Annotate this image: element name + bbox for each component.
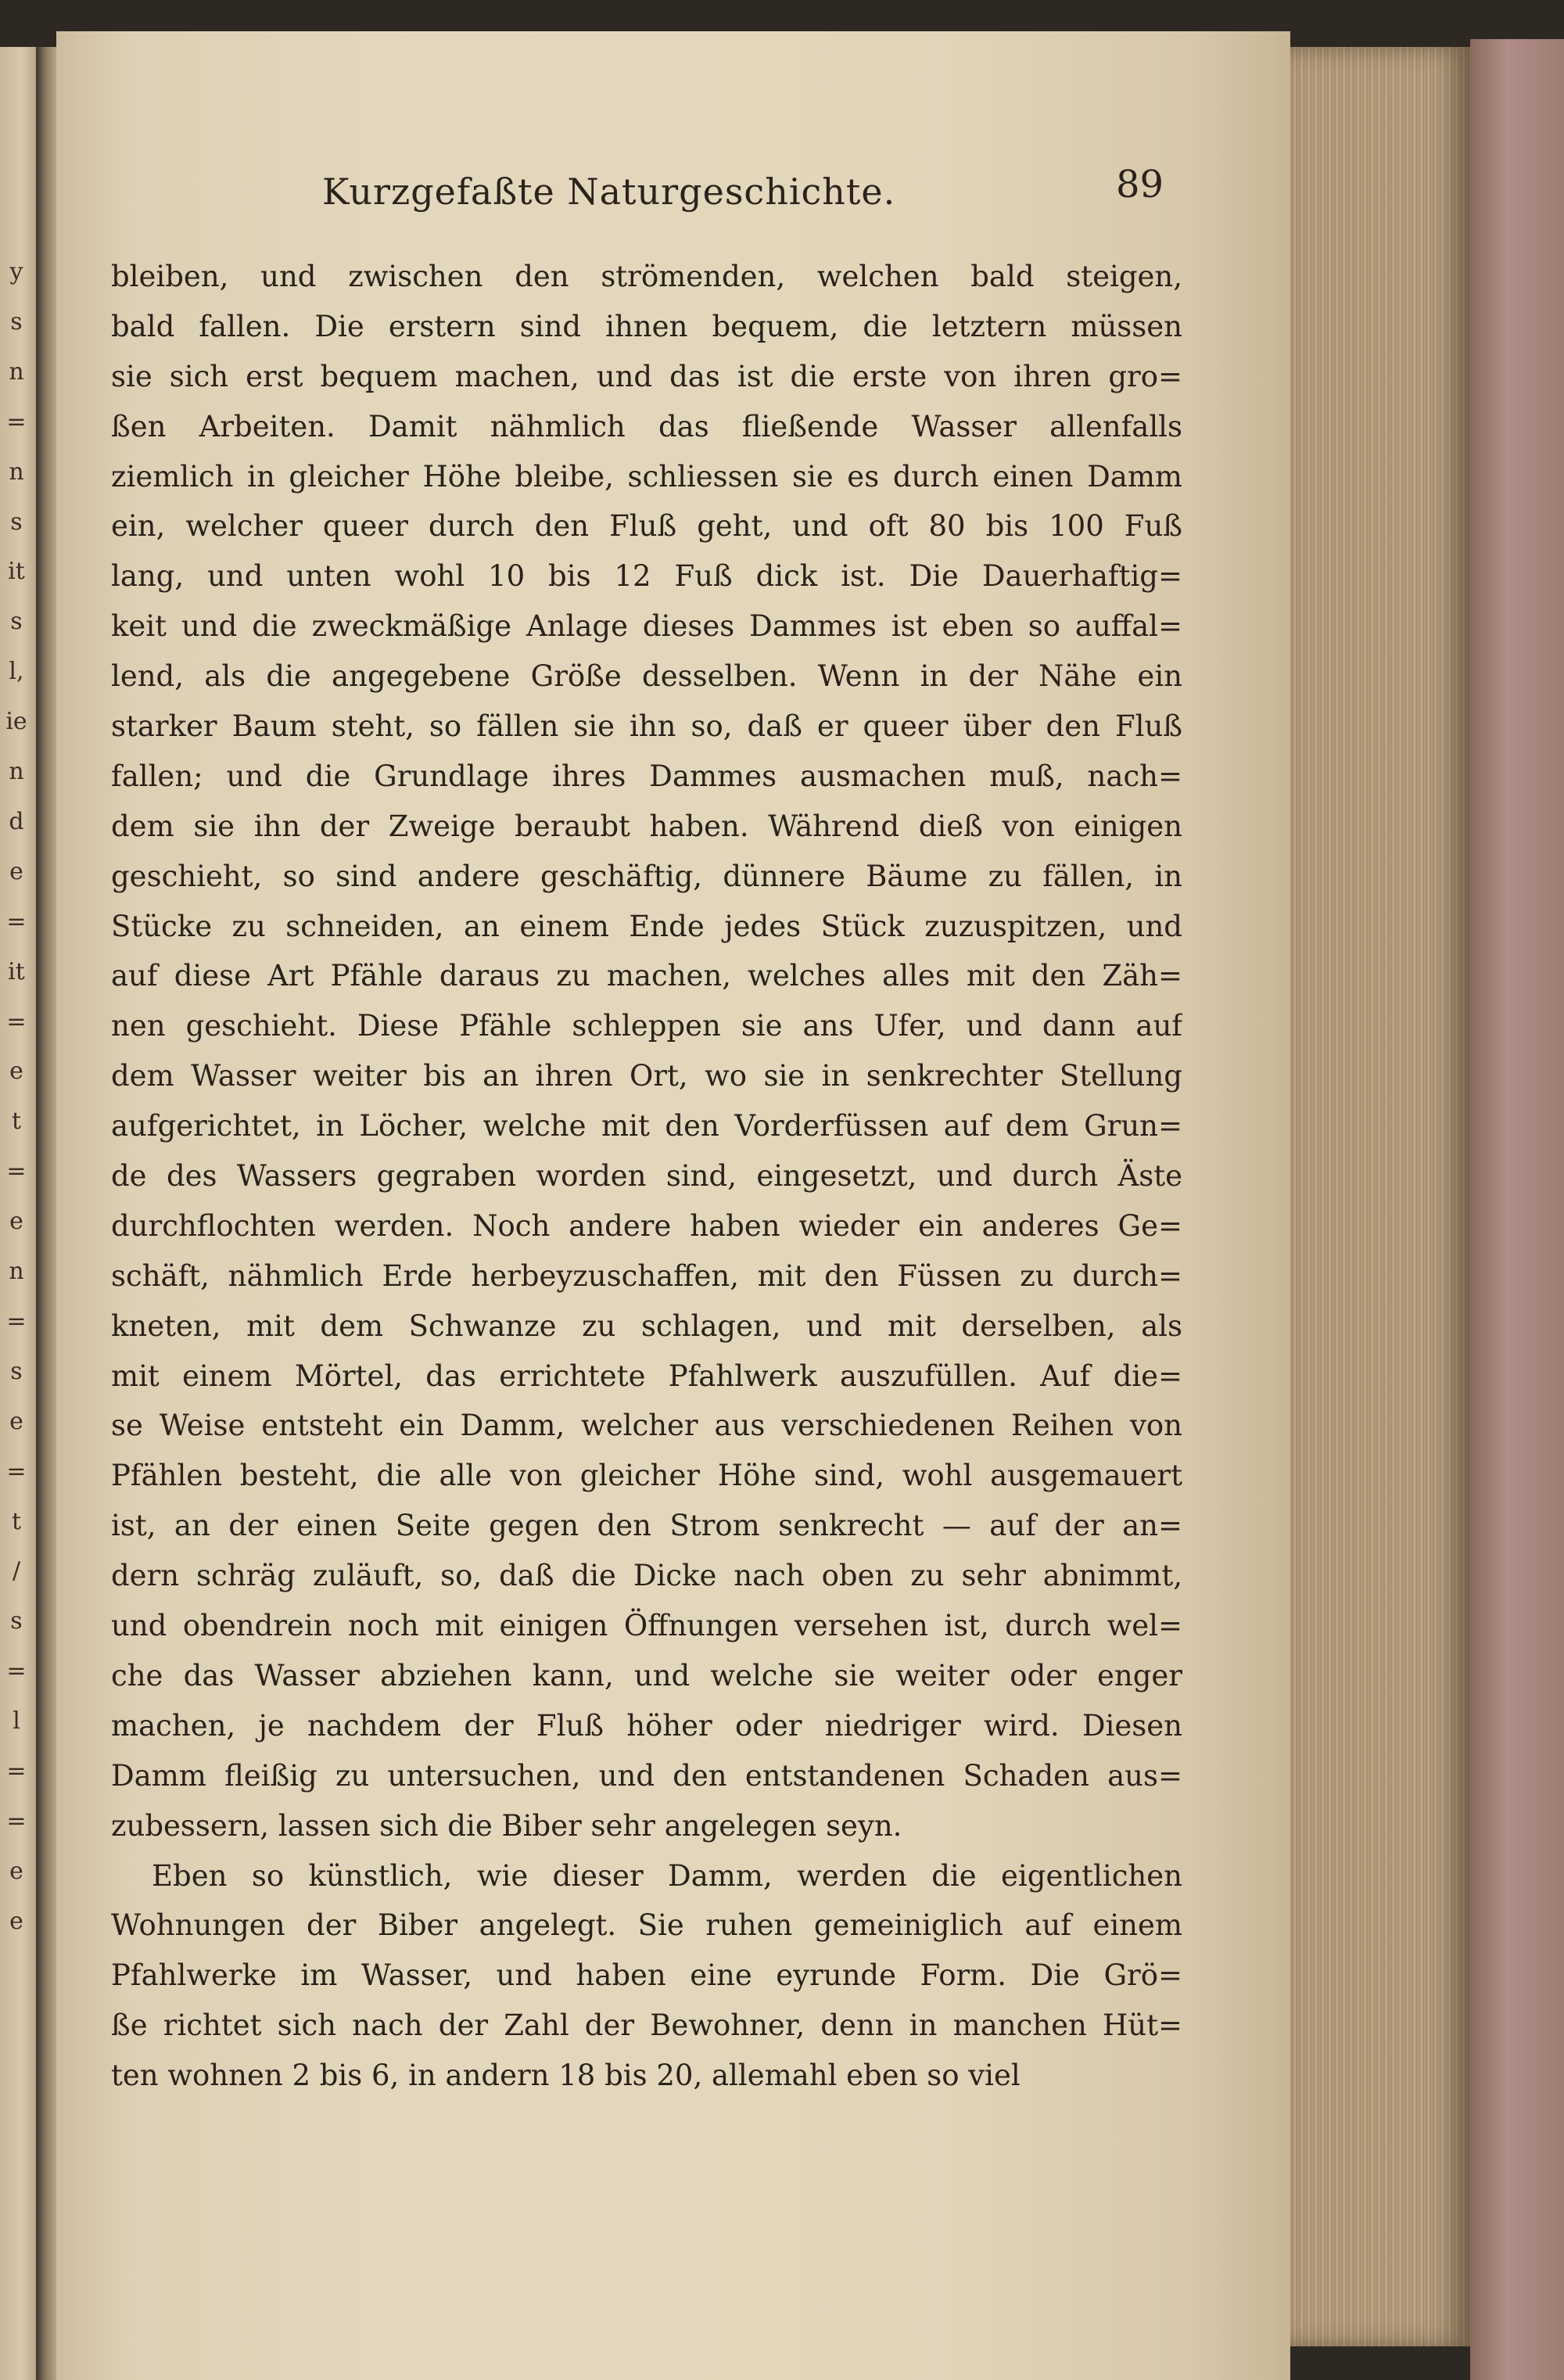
- text-line: aufgerichtet, in Löcher, welche mit den Vorderfüssen auf dem Grun=: [111, 1109, 1182, 1143]
- text-line: schäft, nähmlich Erde herbeyzuschaffen, mit den Füssen zu durch=: [111, 1258, 1182, 1293]
- left-page-fragment: n: [9, 357, 24, 386]
- text-line: sie sich erst bequem machen, und das ist die erste von ihren gro=: [111, 359, 1182, 393]
- left-page-fragment: ie: [5, 708, 27, 736]
- text-line: geschieht, so sind andere geschäftig, dünnere Bäume zu fällen, in: [111, 859, 1182, 893]
- text-line: nen geschieht. Diese Pfähle schleppen sie ans Ufer, und dann auf: [111, 1009, 1182, 1043]
- left-page-fragment: y: [9, 258, 23, 285]
- left-page-fragment: e: [9, 1907, 23, 1935]
- text-line: dem sie ihn der Zweige beraubt haben. Während dieß von einigen: [111, 809, 1182, 843]
- left-page-fragment: =: [6, 1807, 27, 1835]
- text-line: ein, welcher queer durch den Fluß geht, und oft 80 bis 100 Fuß: [111, 509, 1182, 544]
- text-line: bleiben, und zwischen den strömenden, welchen bald steigen,: [111, 260, 1182, 293]
- text-line: Pfahlwerke im Wasser, und haben eine eyrunde Form. Die Grö=: [111, 1958, 1182, 1993]
- left-page-fragment: it: [8, 957, 25, 985]
- left-page-fragment: s: [10, 1607, 23, 1635]
- text-line: mit einem Mörtel, das errichtete Pfahlwerk auszufüllen. Auf die=: [111, 1359, 1182, 1393]
- left-page-fragment: it: [8, 558, 25, 586]
- left-page-fragment: /: [12, 1557, 21, 1585]
- text-line: ße richtet sich nach der Zahl der Bewohner, denn in manchen Hüt=: [111, 2008, 1182, 2043]
- left-page-fragment: =: [6, 1457, 27, 1485]
- text-line: de des Wassers gegraben worden sind, eingesetzt, und durch Äste: [111, 1159, 1182, 1194]
- left-page-fragment: e: [9, 1857, 23, 1885]
- left-page-fragment: =: [6, 1757, 27, 1785]
- left-page-fragment: =: [6, 407, 27, 436]
- text-line: starker Baum steht, so fällen sie ihn so, daß er queer über den Fluß: [111, 709, 1182, 744]
- left-page-fragment: n: [9, 758, 24, 785]
- body-text: [111, 252, 1182, 2101]
- page-edges: [1290, 47, 1470, 2346]
- text-line: Stücke zu schneiden, an einem Ende jedes Stück zuzuspitzen, und: [111, 909, 1182, 943]
- text-line: ziemlich in gleicher Höhe bleibe, schliessen sie es durch einen Damm: [111, 459, 1182, 494]
- left-page-fragment: s: [10, 307, 23, 336]
- left-page-fragment: t: [11, 1107, 22, 1136]
- left-page-fragment: n: [9, 1258, 24, 1285]
- text-line: lang, und unten wohl 10 bis 12 Fuß dick ist. Die Dauerhaftig=: [111, 559, 1182, 594]
- left-page-fragment: d: [9, 807, 24, 835]
- left-page-fragment: e: [9, 1208, 23, 1236]
- left-page-fragment: =: [6, 1657, 27, 1685]
- left-page-fragment: n: [9, 458, 24, 486]
- text-line: ßen Arbeiten. Damit nähmlich das fließende Wasser allenfalls: [111, 409, 1182, 443]
- running-title: Kurzgefaßte Naturgeschichte.: [322, 171, 896, 213]
- page-number: 89: [1116, 163, 1164, 206]
- text-line: durchflochten werden. Noch andere haben wieder ein anderes Ge=: [111, 1208, 1182, 1243]
- text-line: und obendrein noch mit einigen Öffnungen versehen ist, durch wel=: [111, 1609, 1182, 1643]
- left-page-fragment: e: [9, 1057, 23, 1086]
- left-page-fragment: =: [6, 1007, 27, 1036]
- left-page-fragment: s: [10, 508, 23, 536]
- left-page-fragment: =: [6, 1158, 27, 1186]
- left-page-edge: [0, 47, 38, 2380]
- text-line: ist, an der einen Seite gegen den Strom senkrecht — auf der an=: [111, 1509, 1182, 1543]
- right-page: [56, 31, 1290, 2380]
- book-gutter: [36, 47, 56, 2380]
- text-line: se Weise entsteht ein Damm, welcher aus verschiedenen Reihen von: [111, 1409, 1182, 1443]
- left-page-fragment: e: [9, 857, 23, 885]
- book-cover: [1470, 39, 1564, 2380]
- text-line: che das Wasser abziehen kann, und welche sie weiter oder enger: [111, 1658, 1182, 1693]
- text-line: fallen; und die Grundlage ihres Dammes ausmachen muß, nach=: [111, 759, 1182, 793]
- left-page-fragment: t: [11, 1507, 22, 1535]
- text-line: bald fallen. Die erstern sind ihnen bequem, die letztern müssen: [111, 309, 1182, 343]
- text-line: machen, je nachdem der Fluß höher oder niedriger wird. Diesen: [111, 1708, 1182, 1743]
- left-page-fragment: l: [13, 1707, 20, 1736]
- text-line: Eben so künstlich, wie dieser Damm, werden die eigentlichen: [152, 1858, 1182, 1893]
- left-page-fragment: l,: [9, 658, 24, 686]
- text-line: Pfählen besteht, die alle von gleicher Höhe sind, wohl ausgemauert: [111, 1459, 1182, 1493]
- left-page-fragment: e: [9, 1407, 23, 1435]
- text-line: dem Wasser weiter bis an ihren Ort, wo sie in senkrechter Stellung: [111, 1059, 1182, 1093]
- text-line: ten wohnen 2 bis 6, in andern 18 bis 20, allemahl eben so viel: [111, 2059, 1021, 2093]
- text-line: Damm fleißig zu untersuchen, und den entstandenen Schaden aus=: [111, 1758, 1182, 1793]
- text-line: Wohnungen der Biber angelegt. Sie ruhen gemeiniglich auf einem: [111, 1908, 1182, 1943]
- left-page-fragment: =: [6, 907, 27, 935]
- text-line: dern schräg zuläuft, so, daß die Dicke nach oben zu sehr abnimmt,: [111, 1559, 1182, 1593]
- text-line: lend, als die angegebene Größe desselben. Wenn in der Nähe ein: [111, 659, 1182, 694]
- left-page-fragment: s: [10, 608, 23, 636]
- text-line: zubessern, lassen sich die Biber sehr angelegen seyn.: [111, 1808, 902, 1843]
- left-page-fragment: =: [6, 1307, 27, 1335]
- left-page-fragment: s: [10, 1357, 23, 1385]
- text-line: auf diese Art Pfähle daraus zu machen, welches alles mit den Zäh=: [111, 959, 1182, 993]
- text-line: kneten, mit dem Schwanze zu schlagen, und mit derselben, als: [111, 1308, 1182, 1343]
- text-line: keit und die zweckmäßige Anlage dieses Dammes ist eben so auffal=: [111, 609, 1182, 644]
